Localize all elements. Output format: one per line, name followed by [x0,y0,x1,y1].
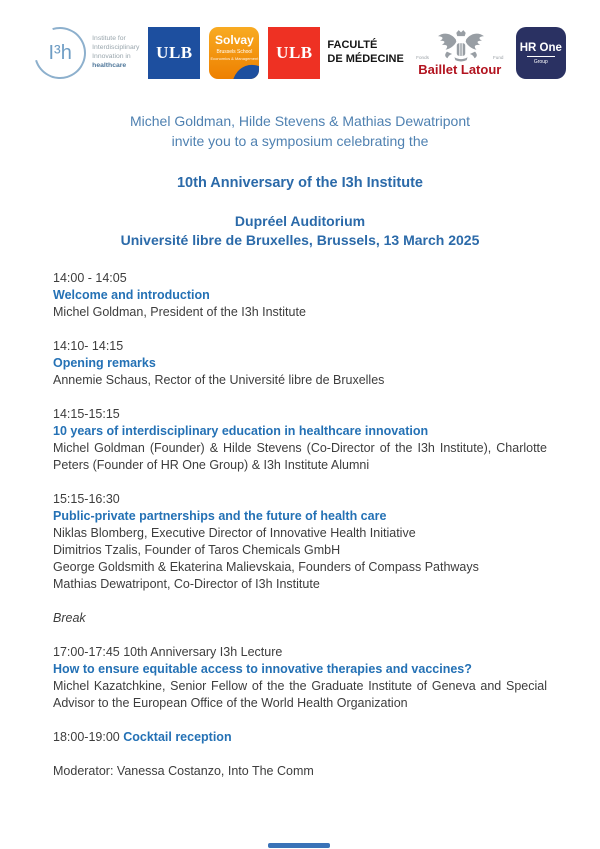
session-education [53,406,547,474]
i3h-mark: I³h [48,41,72,64]
session-time: 18:00-19:00 [53,730,120,744]
session-title: Public-private partnerships and the future of health care [53,509,387,523]
i3h-institute-logo [34,27,139,79]
session-title: How to ensure equitable access to innovative therapies and vaccines? [53,662,472,676]
faculte-medecine-wordmark: FACULTÉ DE MÉDECINE [327,39,404,65]
baillet-fund-label: Fund [492,55,504,60]
session-time: 14:10- 14:15 [53,339,124,353]
faculte-medecine-logo [268,27,403,79]
ulb-logo: ULB [148,27,200,79]
venue-block [0,212,600,249]
session-time: 17:00-17:45 10th Anniversary I3h Lecture [53,645,283,659]
i3h-circle-icon [34,27,86,79]
session-title: Welcome and introduction [53,288,210,302]
session-title: Cocktail reception [123,730,232,744]
schedule [53,270,547,797]
speaker-line: George Goldsmith & Ekaterina Malievskaia, Founders of Compass Pathways [53,560,479,574]
session-lecture [53,644,547,712]
i3h-wordmark: Institute for Interdisciplinary Innovation in healthcare [92,35,140,69]
symposium-title: 10th Anniversary of the I3h Institute [176,175,423,191]
speaker-line: Michel Goldman (Founder) & Hilde Stevens (Co-Director of the I3h Institute), Charlotte Peters (Founder of HR One Group) & I3h Institute Alumni [53,441,547,472]
baillet-fonds-label: Fonds [416,55,429,60]
venue-name: Dupréel Auditorium [234,213,366,229]
invite-line: invite you to a symposium celebrating the [171,132,429,149]
session-welcome [53,270,547,321]
session-time: 14:15-15:15 [53,407,120,421]
invitation-text [0,112,600,151]
session-cocktail [53,729,547,746]
speaker-line: Annemie Schaus, Rector of the Université libre de Bruxelles [53,373,385,387]
moderator-line: Moderator: Vanessa Costanzo, Into The Comm [53,764,314,778]
session-title: 10 years of interdisciplinary education in healthcare innovation [53,424,429,438]
session-title: Opening remarks [53,356,156,370]
solvay-brussels-school-logo: Solvay Brussels School Economics & Management [209,27,259,79]
venue-location: Université libre de Bruxelles, Brussels, 13 March 2025 [120,231,480,248]
speaker-line: Niklas Blomberg, Executive Director of Innovative Health Initiative [53,526,416,540]
baillet-latour-crest-icon [431,29,491,63]
session-opening-remarks [53,338,547,389]
baillet-latour-logo [413,29,507,77]
break-label: Break [53,611,86,625]
session-time: 14:00 - 14:05 [53,271,127,285]
speaker-line: Dimitrios Tzalis, Founder of Taros Chemicals GmbH [53,543,341,557]
logo-header [0,27,600,79]
baillet-latour-wordmark: Baillet Latour [418,62,502,77]
invitation-header [0,112,600,249]
hosts-line: Michel Goldman, Hilde Stevens & Mathias Dewatripont [129,113,471,129]
session-time: 15:15-16:30 [53,492,120,506]
speaker-line: Mathias Dewatripont, Co-Director of I3h Institute [53,577,320,591]
hr-one-group-logo: HR One Group [516,27,566,79]
speaker-line: Michel Goldman, President of the I3h Institute [53,305,306,319]
ulb-red-logo: ULB [268,27,320,79]
speaker-line: Michel Kazatchkine, Senior Fellow of the the Graduate Institute of Geneva and Special Advisor to the European Office of the World Health Organization [53,679,547,710]
session-partnerships [53,491,547,593]
page-indicator-bar [268,843,330,848]
